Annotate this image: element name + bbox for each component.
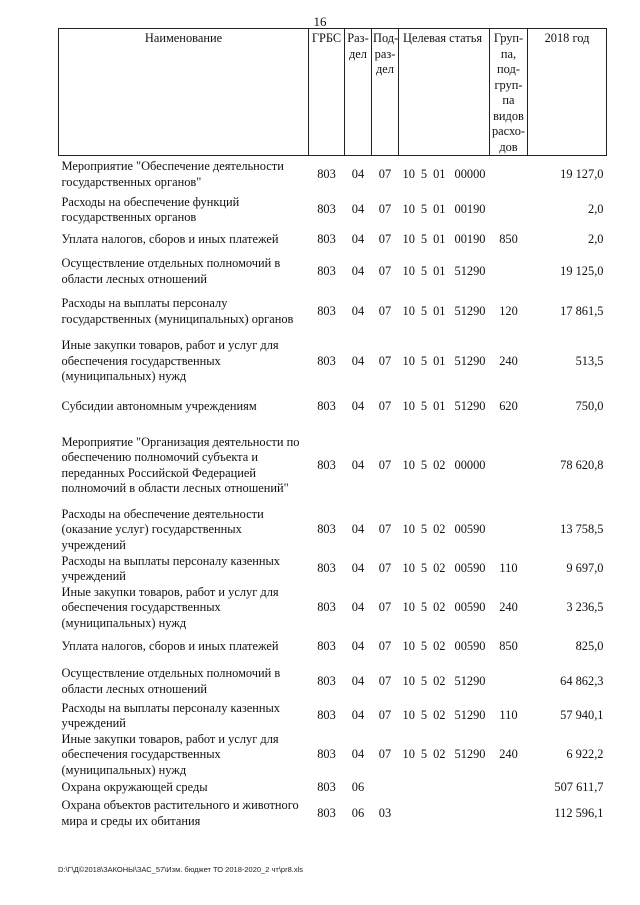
row-tselevaya-part: 00190 bbox=[454, 232, 486, 247]
header-tselevaya: Целевая статья bbox=[399, 29, 490, 156]
row-tselevaya-part: 02 bbox=[433, 747, 446, 762]
row-podrazdel bbox=[372, 779, 399, 797]
row-tselevaya-part: 10 bbox=[402, 263, 415, 278]
row-podrazdel: 07 bbox=[378, 202, 392, 217]
row-tselevaya-part: 10 bbox=[402, 600, 415, 615]
row-tselevaya-part: 01 bbox=[433, 167, 446, 181]
row-vid bbox=[490, 507, 528, 554]
row-tselevaya bbox=[399, 390, 490, 425]
budget-table bbox=[58, 28, 607, 831]
page-number: 16 bbox=[313, 14, 327, 29]
row-tselevaya-part: 02 bbox=[433, 600, 446, 615]
row-sum: 9 697,0 bbox=[566, 561, 604, 576]
row-sum: 112 596,1 bbox=[554, 805, 604, 820]
row-tselevaya bbox=[399, 156, 490, 194]
row-tselevaya-part: 00000 bbox=[454, 457, 486, 472]
row-tselevaya-part: 10 bbox=[402, 202, 415, 217]
row-name: Осуществление отдельных полномочий в области лесных отношений bbox=[61, 666, 281, 696]
row-grbs: 803 bbox=[317, 747, 336, 762]
row-tselevaya-part: 00590 bbox=[454, 639, 486, 654]
row-vid bbox=[490, 425, 528, 507]
row-razdel: 04 bbox=[351, 232, 365, 247]
row-razdel: 04 bbox=[351, 457, 365, 472]
row-tselevaya bbox=[399, 585, 490, 632]
row-podrazdel: 07 bbox=[378, 639, 392, 654]
row-tselevaya bbox=[399, 290, 490, 334]
table-row bbox=[59, 425, 607, 507]
row-razdel: 04 bbox=[351, 673, 365, 688]
table-row bbox=[59, 254, 607, 290]
table-row bbox=[59, 663, 607, 701]
row-podrazdel: 07 bbox=[378, 561, 392, 576]
row-vid: 850 bbox=[499, 639, 518, 654]
row-sum: 2,0 bbox=[588, 232, 604, 247]
row-tselevaya-part: 5 bbox=[420, 747, 428, 762]
row-tselevaya-part: 01 bbox=[433, 232, 446, 247]
row-sum: 13 758,5 bbox=[560, 522, 604, 537]
row-razdel: 04 bbox=[351, 303, 365, 318]
row-razdel: 04 bbox=[351, 708, 365, 723]
row-razdel: 06 bbox=[351, 805, 365, 820]
row-name: Расходы на выплаты персоналу казенных учреждений bbox=[61, 700, 280, 730]
row-podrazdel: 07 bbox=[378, 263, 392, 278]
row-name: Охрана объектов растительного и животного мира и среды их обитания bbox=[61, 798, 299, 828]
row-tselevaya bbox=[399, 194, 490, 227]
row-vid: 240 bbox=[499, 353, 518, 368]
row-sum: 6 922,2 bbox=[566, 747, 604, 762]
row-vid: 850 bbox=[499, 232, 518, 247]
header-razdel: Раз- дел bbox=[345, 29, 372, 156]
row-tselevaya-part: 5 bbox=[420, 639, 428, 654]
row-tselevaya bbox=[399, 779, 490, 797]
row-sum: 3 236,5 bbox=[566, 600, 604, 615]
row-tselevaya-part: 10 bbox=[402, 167, 415, 181]
table-row bbox=[59, 732, 607, 779]
row-vid: 240 bbox=[499, 600, 518, 615]
row-vid bbox=[490, 254, 528, 290]
header-podrazdel: Под- раз- дел bbox=[372, 29, 399, 156]
row-name: Охрана окружающей среды bbox=[61, 779, 208, 794]
row-tselevaya-part: 51290 bbox=[454, 747, 486, 762]
row-tselevaya-part: 10 bbox=[402, 399, 415, 414]
row-name: Иные закупки товаров, работ и услуг для обеспечения государственных (муниципальных) нужд bbox=[61, 731, 279, 777]
row-name: Расходы на выплаты персоналу государственных (муниципальных) органов bbox=[61, 296, 294, 326]
row-grbs: 803 bbox=[317, 202, 336, 217]
row-tselevaya bbox=[399, 797, 490, 831]
row-name: Иные закупки товаров, работ и услуг для обеспечения государственных (муниципальных) нужд bbox=[61, 338, 279, 384]
row-tselevaya-part: 10 bbox=[402, 639, 415, 654]
row-vid bbox=[490, 797, 528, 831]
row-tselevaya-part: 01 bbox=[433, 202, 446, 217]
row-tselevaya-part: 51290 bbox=[454, 353, 486, 368]
row-grbs: 803 bbox=[317, 561, 336, 576]
row-sum: 19 127,0 bbox=[560, 167, 604, 181]
row-tselevaya-part: 10 bbox=[402, 708, 415, 723]
table-row bbox=[59, 194, 607, 227]
row-tselevaya bbox=[399, 554, 490, 585]
file-path-footer: D:\Г\Д©2018\ЗАКОНЫ\ЗАС_57\Изм. бюджет ТО 2018-2020_2 чт\pr8.xls bbox=[58, 865, 303, 874]
row-razdel: 06 bbox=[351, 779, 365, 794]
row-tselevaya-part: 51290 bbox=[454, 263, 486, 278]
row-tselevaya-part: 51290 bbox=[454, 399, 486, 414]
row-tselevaya-part: 02 bbox=[433, 561, 446, 576]
row-tselevaya-part: 00590 bbox=[454, 600, 486, 615]
row-vid bbox=[490, 194, 528, 227]
row-vid: 110 bbox=[499, 708, 518, 723]
row-tselevaya-part: 51290 bbox=[454, 708, 486, 723]
table-body bbox=[59, 156, 607, 831]
row-name: Осуществление отдельных полномочий в области лесных отношений bbox=[61, 256, 281, 286]
row-tselevaya-part: 10 bbox=[402, 522, 415, 537]
header-grbs: ГРБС bbox=[309, 29, 345, 156]
row-tselevaya-part: 01 bbox=[433, 263, 446, 278]
row-sum: 750,0 bbox=[575, 399, 604, 414]
row-tselevaya-part: 10 bbox=[402, 747, 415, 762]
row-tselevaya-part: 10 bbox=[402, 353, 415, 368]
row-grbs: 803 bbox=[317, 600, 336, 615]
row-grbs: 803 bbox=[317, 673, 336, 688]
row-name: Мероприятие "Организация деятельности по обеспечению полномочий субъекта и переданных Российской Федерацией полномочий в области лесных отношений" bbox=[61, 434, 300, 495]
row-grbs: 803 bbox=[317, 167, 336, 181]
row-sum: 513,5 bbox=[575, 353, 604, 368]
row-grbs: 803 bbox=[317, 457, 336, 472]
table-row bbox=[59, 779, 607, 797]
table-row bbox=[59, 797, 607, 831]
table-row bbox=[59, 507, 607, 554]
table-header-row bbox=[59, 29, 607, 156]
row-tselevaya-part: 00590 bbox=[454, 522, 486, 537]
row-tselevaya-part: 5 bbox=[420, 673, 428, 688]
table-row bbox=[59, 632, 607, 663]
row-tselevaya-part: 5 bbox=[420, 353, 428, 368]
row-grbs: 803 bbox=[317, 303, 336, 318]
row-tselevaya-part: 01 bbox=[433, 399, 446, 414]
row-name: Уплата налогов, сборов и иных платежей bbox=[61, 232, 279, 247]
row-name: Мероприятие "Обеспечение деятельности государственных органов" bbox=[61, 159, 284, 189]
row-tselevaya bbox=[399, 632, 490, 663]
row-razdel: 04 bbox=[351, 561, 365, 576]
row-vid bbox=[490, 779, 528, 797]
row-razdel: 04 bbox=[351, 522, 365, 537]
row-tselevaya bbox=[399, 334, 490, 390]
row-name: Субсидии автономным учреждениям bbox=[61, 399, 257, 414]
row-tselevaya-part: 02 bbox=[433, 522, 446, 537]
row-tselevaya-part: 5 bbox=[420, 232, 428, 247]
row-razdel: 04 bbox=[351, 600, 365, 615]
row-podrazdel: 07 bbox=[378, 673, 392, 688]
row-podrazdel: 07 bbox=[378, 600, 392, 615]
row-tselevaya-part: 02 bbox=[433, 673, 446, 688]
header-vid: Груп- па, под- груп- па видов расхо- дов bbox=[490, 29, 528, 156]
row-tselevaya-part: 51290 bbox=[454, 673, 486, 688]
row-grbs: 803 bbox=[317, 805, 336, 820]
row-tselevaya-part: 10 bbox=[402, 303, 415, 318]
table-row bbox=[59, 334, 607, 390]
row-razdel: 04 bbox=[351, 263, 365, 278]
row-name: Расходы на выплаты персоналу казенных учреждений bbox=[61, 553, 280, 583]
row-tselevaya-part: 5 bbox=[420, 457, 428, 472]
row-tselevaya bbox=[399, 732, 490, 779]
row-tselevaya bbox=[399, 254, 490, 290]
row-sum: 825,0 bbox=[575, 639, 604, 654]
row-tselevaya-part: 5 bbox=[420, 522, 428, 537]
row-sum: 64 862,3 bbox=[560, 673, 604, 688]
row-tselevaya-part: 51290 bbox=[454, 303, 486, 318]
row-name: Иные закупки товаров, работ и услуг для обеспечения государственных (муниципальных) нужд bbox=[61, 584, 279, 630]
row-tselevaya-part: 5 bbox=[420, 561, 428, 576]
row-podrazdel: 07 bbox=[378, 708, 392, 723]
row-podrazdel: 07 bbox=[378, 522, 392, 537]
row-sum: 19 125,0 bbox=[560, 263, 604, 278]
row-tselevaya-part: 5 bbox=[420, 399, 428, 414]
row-podrazdel: 07 bbox=[378, 353, 392, 368]
row-tselevaya bbox=[399, 507, 490, 554]
row-tselevaya-part: 5 bbox=[420, 202, 428, 217]
row-razdel: 04 bbox=[351, 353, 365, 368]
row-sum: 78 620,8 bbox=[560, 457, 604, 472]
row-sum: 2,0 bbox=[588, 202, 604, 217]
row-tselevaya-part: 10 bbox=[402, 232, 415, 247]
row-tselevaya-part: 00190 bbox=[454, 202, 486, 217]
row-grbs: 803 bbox=[317, 232, 336, 247]
row-sum: 507 611,7 bbox=[554, 779, 604, 794]
row-tselevaya-part: 02 bbox=[433, 708, 446, 723]
table-row bbox=[59, 227, 607, 254]
row-grbs: 803 bbox=[317, 708, 336, 723]
table-row bbox=[59, 701, 607, 732]
table-row bbox=[59, 290, 607, 334]
row-vid bbox=[490, 663, 528, 701]
row-razdel: 04 bbox=[351, 167, 365, 181]
row-tselevaya-part: 01 bbox=[433, 353, 446, 368]
row-name: Уплата налогов, сборов и иных платежей bbox=[61, 639, 279, 654]
row-podrazdel: 03 bbox=[378, 805, 392, 820]
table-row bbox=[59, 585, 607, 632]
row-tselevaya-part: 00000 bbox=[454, 167, 486, 181]
row-tselevaya-part: 02 bbox=[433, 639, 446, 654]
row-grbs: 803 bbox=[317, 522, 336, 537]
table-row bbox=[59, 156, 607, 194]
row-name: Расходы на обеспечение деятельности (оказание услуг) государственных учреждений bbox=[61, 506, 264, 552]
row-vid: 620 bbox=[499, 399, 518, 414]
row-tselevaya bbox=[399, 425, 490, 507]
row-tselevaya-part: 5 bbox=[420, 708, 428, 723]
row-podrazdel: 07 bbox=[378, 167, 392, 181]
row-razdel: 04 bbox=[351, 747, 365, 762]
row-tselevaya-part: 01 bbox=[433, 303, 446, 318]
header-name: Наименование bbox=[59, 29, 309, 156]
row-tselevaya-part: 10 bbox=[402, 561, 415, 576]
row-grbs: 803 bbox=[317, 353, 336, 368]
row-tselevaya-part: 10 bbox=[402, 673, 415, 688]
row-tselevaya bbox=[399, 701, 490, 732]
row-grbs: 803 bbox=[317, 399, 336, 414]
row-grbs: 803 bbox=[317, 263, 336, 278]
row-tselevaya bbox=[399, 227, 490, 254]
header-sum: 2018 год bbox=[528, 29, 607, 156]
row-sum: 17 861,5 bbox=[560, 303, 604, 318]
row-sum: 57 940,1 bbox=[560, 708, 604, 723]
row-tselevaya-part: 5 bbox=[420, 263, 428, 278]
row-tselevaya-part: 00590 bbox=[454, 561, 486, 576]
row-grbs: 803 bbox=[317, 639, 336, 654]
table-row bbox=[59, 390, 607, 425]
row-tselevaya bbox=[399, 663, 490, 701]
row-tselevaya-part: 5 bbox=[420, 167, 428, 181]
row-vid: 240 bbox=[499, 747, 518, 762]
row-tselevaya-part: 02 bbox=[433, 457, 446, 472]
table-row bbox=[59, 554, 607, 585]
row-razdel: 04 bbox=[351, 202, 365, 217]
row-razdel: 04 bbox=[351, 399, 365, 414]
row-podrazdel: 07 bbox=[378, 747, 392, 762]
row-podrazdel: 07 bbox=[378, 399, 392, 414]
row-vid: 110 bbox=[499, 561, 518, 576]
row-tselevaya-part: 5 bbox=[420, 600, 428, 615]
row-podrazdel: 07 bbox=[378, 457, 392, 472]
row-name: Расходы на обеспечение функций государственных органов bbox=[61, 194, 240, 224]
row-podrazdel: 07 bbox=[378, 303, 392, 318]
row-tselevaya-part: 5 bbox=[420, 303, 428, 318]
row-podrazdel: 07 bbox=[378, 232, 392, 247]
row-vid: 120 bbox=[499, 303, 518, 318]
row-tselevaya-part: 10 bbox=[402, 457, 415, 472]
row-vid bbox=[490, 156, 528, 194]
row-grbs: 803 bbox=[317, 779, 336, 794]
row-razdel: 04 bbox=[351, 639, 365, 654]
